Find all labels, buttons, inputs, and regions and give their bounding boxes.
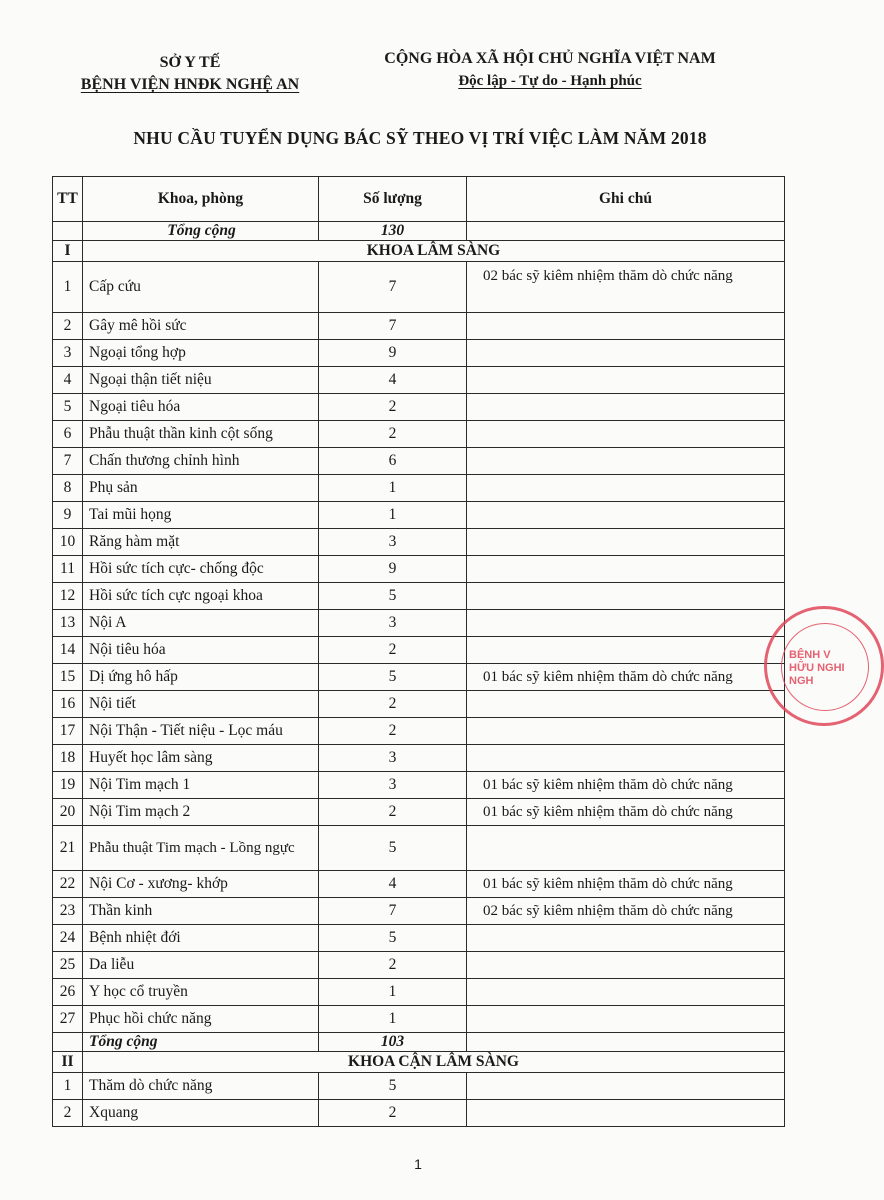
row-tt: 2 <box>53 313 83 340</box>
row-note: 02 bác sỹ kiêm nhiệm thăm dò chức năng <box>467 898 785 925</box>
row-department: Huyết học lâm sàng <box>83 745 319 772</box>
section-roman: II <box>53 1052 83 1073</box>
row-department: Thần kinh <box>83 898 319 925</box>
table-row <box>53 799 785 826</box>
hospital-seal-stamp <box>764 606 884 726</box>
row-tt: 7 <box>53 448 83 475</box>
row-note <box>467 826 785 871</box>
row-note: 01 bác sỹ kiêm nhiệm thăm dò chức năng <box>467 664 785 691</box>
row-tt: 25 <box>53 952 83 979</box>
table-row <box>53 394 785 421</box>
row-tt: 13 <box>53 610 83 637</box>
row-department: Nội Cơ - xương- khớp <box>83 871 319 898</box>
table-row <box>53 529 785 556</box>
row-note <box>467 1073 785 1100</box>
table-row <box>53 637 785 664</box>
row-department: Phụ sản <box>83 475 319 502</box>
row-tt: 11 <box>53 556 83 583</box>
col-header-tt: TT <box>53 177 83 222</box>
row-note <box>467 745 785 772</box>
row-quantity: 9 <box>319 340 467 367</box>
table-row <box>53 340 785 367</box>
row-tt: 2 <box>53 1100 83 1127</box>
row-quantity: 5 <box>319 583 467 610</box>
row-department: Bệnh nhiệt đới <box>83 925 319 952</box>
section-title: KHOA CẬN LÂM SÀNG <box>83 1052 785 1073</box>
row-quantity: 2 <box>319 718 467 745</box>
row-tt: 4 <box>53 367 83 394</box>
seal-text <box>789 649 845 688</box>
row-department: Phẫu thuật thần kinh cột sống <box>83 421 319 448</box>
row-quantity: 5 <box>319 826 467 871</box>
row-quantity: 7 <box>319 898 467 925</box>
row-note: 02 bác sỹ kiêm nhiệm thăm dò chức năng <box>467 262 785 313</box>
row-tt: 20 <box>53 799 83 826</box>
document-title: NHU CẦU TUYỂN DỤNG BÁC SỸ THEO VỊ TRÍ VIỆC LÀM NĂM 2018 <box>133 128 707 148</box>
row-quantity: 7 <box>319 262 467 313</box>
table-row <box>53 871 785 898</box>
row-tt: 17 <box>53 718 83 745</box>
row-note <box>467 952 785 979</box>
table-row <box>53 1073 785 1100</box>
row-quantity: 2 <box>319 421 467 448</box>
row-tt: 19 <box>53 772 83 799</box>
row-tt: 15 <box>53 664 83 691</box>
table-row <box>53 262 785 313</box>
table-row <box>53 952 785 979</box>
section-total-value: 103 <box>319 1033 467 1052</box>
row-department: Nội A <box>83 610 319 637</box>
row-tt: 22 <box>53 871 83 898</box>
table-row <box>53 610 785 637</box>
row-note <box>467 1006 785 1033</box>
row-quantity: 2 <box>319 799 467 826</box>
row-note <box>467 925 785 952</box>
row-quantity: 3 <box>319 529 467 556</box>
table-row <box>53 772 785 799</box>
row-note <box>467 979 785 1006</box>
row-department: Cấp cứu <box>83 262 319 313</box>
table-row <box>53 691 785 718</box>
row-department: Xquang <box>83 1100 319 1127</box>
section-total-row <box>53 1033 785 1052</box>
ministry-name: SỞ Y TẾ <box>159 54 221 71</box>
row-tt: 27 <box>53 1006 83 1033</box>
col-header-so-luong: Số lượng <box>319 177 467 222</box>
row-tt: 21 <box>53 826 83 871</box>
recruitment-table <box>52 176 785 1127</box>
seal-line-2: HỮU NGHI <box>789 662 845 674</box>
row-department: Răng hàm mặt <box>83 529 319 556</box>
row-department: Thăm dò chức năng <box>83 1073 319 1100</box>
row-quantity: 1 <box>319 502 467 529</box>
country-name: CỘNG HÒA XÃ HỘI CHỦ NGHĨA VIỆT NAM <box>384 50 716 67</box>
row-tt: 18 <box>53 745 83 772</box>
row-department: Phẫu thuật Tim mạch - Lồng ngực <box>83 826 319 871</box>
row-note <box>467 556 785 583</box>
row-note: 01 bác sỹ kiêm nhiệm thăm dò chức năng <box>467 772 785 799</box>
seal-line-3: NGH <box>789 675 814 687</box>
hospital-name: BỆNH VIỆN HNĐK NGHỆ AN <box>80 76 300 93</box>
section-roman: I <box>53 241 83 262</box>
row-note <box>467 367 785 394</box>
row-tt: 5 <box>53 394 83 421</box>
row-note <box>467 502 785 529</box>
table-header-row <box>53 177 785 222</box>
row-department: Dị ứng hô hấp <box>83 664 319 691</box>
row-department: Ngoại tiêu hóa <box>83 394 319 421</box>
row-tt: 10 <box>53 529 83 556</box>
grand-total-value: 130 <box>319 222 467 241</box>
row-note <box>467 340 785 367</box>
row-quantity: 6 <box>319 448 467 475</box>
row-department: Gây mê hồi sức <box>83 313 319 340</box>
table-row <box>53 313 785 340</box>
grand-total-label: Tổng cộng <box>83 222 319 241</box>
row-quantity: 5 <box>319 664 467 691</box>
table-row <box>53 583 785 610</box>
table-row <box>53 1100 785 1127</box>
row-department: Chấn thương chỉnh hình <box>83 448 319 475</box>
table-row <box>53 556 785 583</box>
row-tt: 14 <box>53 637 83 664</box>
row-department: Ngoại tổng hợp <box>83 340 319 367</box>
row-note <box>467 637 785 664</box>
col-header-khoa: Khoa, phòng <box>83 177 319 222</box>
row-quantity: 4 <box>319 871 467 898</box>
row-quantity: 1 <box>319 979 467 1006</box>
row-tt: 1 <box>53 1073 83 1100</box>
row-tt: 8 <box>53 475 83 502</box>
section-title: KHOA LÂM SÀNG <box>83 241 785 262</box>
table-row <box>53 979 785 1006</box>
table-row <box>53 502 785 529</box>
section-row-1 <box>53 241 785 262</box>
row-department: Nội Tim mạch 1 <box>83 772 319 799</box>
row-quantity: 3 <box>319 610 467 637</box>
motto: Độc lập - Tự do - Hạnh phúc <box>458 73 642 89</box>
row-note <box>467 475 785 502</box>
row-quantity: 2 <box>319 394 467 421</box>
row-department: Nội Tim mạch 2 <box>83 799 319 826</box>
row-department: Y học cổ truyền <box>83 979 319 1006</box>
table-row <box>53 475 785 502</box>
row-quantity: 2 <box>319 691 467 718</box>
row-quantity: 2 <box>319 1100 467 1127</box>
row-department: Nội tiết <box>83 691 319 718</box>
row-tt: 12 <box>53 583 83 610</box>
row-quantity: 5 <box>319 925 467 952</box>
row-quantity: 5 <box>319 1073 467 1100</box>
grand-total-row <box>53 222 785 241</box>
col-header-ghi-chu: Ghi chú <box>467 177 785 222</box>
table-row <box>53 421 785 448</box>
seal-line-1: BỆNH V <box>789 649 831 661</box>
table-row <box>53 745 785 772</box>
row-tt: 9 <box>53 502 83 529</box>
row-note <box>467 313 785 340</box>
row-tt: 26 <box>53 979 83 1006</box>
row-department: Da liễu <box>83 952 319 979</box>
section-row-2 <box>53 1052 785 1073</box>
row-note <box>467 718 785 745</box>
row-note: 01 bác sỹ kiêm nhiệm thăm dò chức năng <box>467 799 785 826</box>
row-quantity: 2 <box>319 952 467 979</box>
row-department: Hồi sức tích cực- chống độc <box>83 556 319 583</box>
row-note <box>467 421 785 448</box>
row-department: Phục hồi chức năng <box>83 1006 319 1033</box>
row-note <box>467 529 785 556</box>
agency-header <box>40 52 340 96</box>
row-note <box>467 394 785 421</box>
national-motto <box>350 48 750 92</box>
table-row <box>53 718 785 745</box>
row-tt: 24 <box>53 925 83 952</box>
row-quantity: 3 <box>319 745 467 772</box>
table-row <box>53 925 785 952</box>
row-quantity: 2 <box>319 637 467 664</box>
row-note: 01 bác sỹ kiêm nhiệm thăm dò chức năng <box>467 871 785 898</box>
row-tt: 3 <box>53 340 83 367</box>
row-department: Tai mũi họng <box>83 502 319 529</box>
row-tt: 16 <box>53 691 83 718</box>
row-note <box>467 610 785 637</box>
row-department: Nội tiêu hóa <box>83 637 319 664</box>
row-department: Hồi sức tích cực ngoại khoa <box>83 583 319 610</box>
row-tt: 23 <box>53 898 83 925</box>
row-tt: 6 <box>53 421 83 448</box>
page-number: 1 <box>414 1156 422 1172</box>
row-note <box>467 448 785 475</box>
row-quantity: 4 <box>319 367 467 394</box>
row-quantity: 1 <box>319 1006 467 1033</box>
row-quantity: 3 <box>319 772 467 799</box>
row-note <box>467 583 785 610</box>
table-row <box>53 898 785 925</box>
row-department: Nội Thận - Tiết niệu - Lọc máu <box>83 718 319 745</box>
row-note <box>467 1100 785 1127</box>
row-quantity: 1 <box>319 475 467 502</box>
table-row <box>53 448 785 475</box>
section-total-label: Tổng cộng <box>83 1033 319 1052</box>
row-note <box>467 691 785 718</box>
table-row <box>53 826 785 871</box>
row-tt: 1 <box>53 262 83 313</box>
table-row <box>53 1006 785 1033</box>
table-row <box>53 367 785 394</box>
row-quantity: 7 <box>319 313 467 340</box>
row-quantity: 9 <box>319 556 467 583</box>
table-row <box>53 664 785 691</box>
row-department: Ngoại thận tiết niệu <box>83 367 319 394</box>
